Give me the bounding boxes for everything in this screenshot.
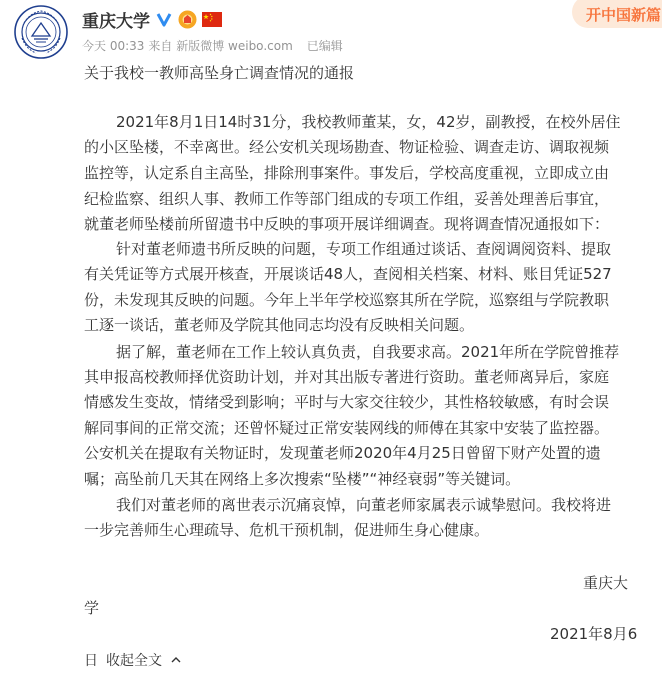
post-text-line: 纪检监察、组织人事、教师工作等部门组成的专项工作组，妥善处理善后事宜，: [84, 190, 610, 208]
post-text-line: 重庆大: [583, 574, 629, 592]
post-text-line: 有关凭证等方式展开核查，开展谈话48人，查阅相关档案、材料、账目凭证527: [84, 265, 612, 283]
post-text-line: 针对董老师遗书所反映的问题，专项工作组通过谈话、查阅调阅资料、提取: [116, 240, 612, 258]
post-text-line: 其申报高校教师择优资助计划，并对其出版专著进行资助。董老师离异后，家庭: [84, 368, 610, 386]
post-text-line: 2021年8月1日14时31分，我校教师董某，女，42岁，副教授，在校外居住: [116, 113, 621, 131]
post-text-line: 监控等，认定系自主高坠，排除刑事案件。事发后，学校高度重视，立即成立由: [84, 164, 610, 182]
post-footer: [84, 650, 182, 670]
post-text-line: 工逐一谈话，董老师及学院其他同志均没有反映相关问题。: [84, 316, 475, 334]
post-text-line: 份，未发现其反映的问题。今年上半年学校巡察其所在学院，巡察组与学院教职: [84, 291, 610, 309]
post-source: 来自 新版微博 weibo.com: [148, 39, 293, 53]
post-text-line: 情感发生变故，情绪受到影响；平时与大家交往较少，其性格较敏感，有时会误: [84, 393, 610, 411]
post-title: 关于我校一教师高坠身亡调查情况的通报: [84, 64, 355, 82]
promo-badge-text: 开中国新篇: [586, 6, 662, 24]
post-text-line: 2021年8月6: [550, 625, 638, 643]
chevron-up-icon[interactable]: [170, 654, 182, 666]
post-text-line: 的小区坠楼，不幸离世。经公安机关现场勘查、物证检验、调查走访、调取视频: [84, 138, 610, 156]
post-text-line: 据了解，董老师在工作上较认真负责，自我要求高。2021年所在学院曾推荐: [116, 343, 620, 361]
account-name[interactable]: 重庆大学: [82, 11, 150, 32]
post-time[interactable]: 今天 00:33: [82, 39, 145, 53]
post-date-tail: 日: [84, 653, 98, 669]
collapse-button[interactable]: [106, 650, 162, 670]
edited-label[interactable]: 已编辑: [306, 39, 343, 53]
post-text-line: 就董老师坠楼前所留遗书中反映的事项开展详细调查。现将调查情况通报如下：: [84, 215, 610, 233]
post-text-line: 公安机关在提取有关物证时，发现董老师2020年4月25日曾留下财产处置的遗: [84, 444, 601, 462]
post-text-line: 一步完善师生心理疏导、危机干预机制，促进师生身心健康。: [84, 521, 490, 539]
post-text-line: 嘱；高坠前几天其在网络上多次搜索“坠楼”“神经衰弱”等关键词。: [84, 470, 521, 488]
collapse-label: 收起全文: [106, 653, 162, 669]
post-text-line: 学: [84, 599, 100, 617]
post-text-line: 解同事间的正常交流；还曾怀疑过正常安装网线的师傅在其家中安装了监控器。: [84, 419, 610, 437]
post-text-line: 我们对董老师的离世表示沉痛哀悼，向董老师家属表示诚挚慰问。我校将进: [116, 496, 612, 514]
